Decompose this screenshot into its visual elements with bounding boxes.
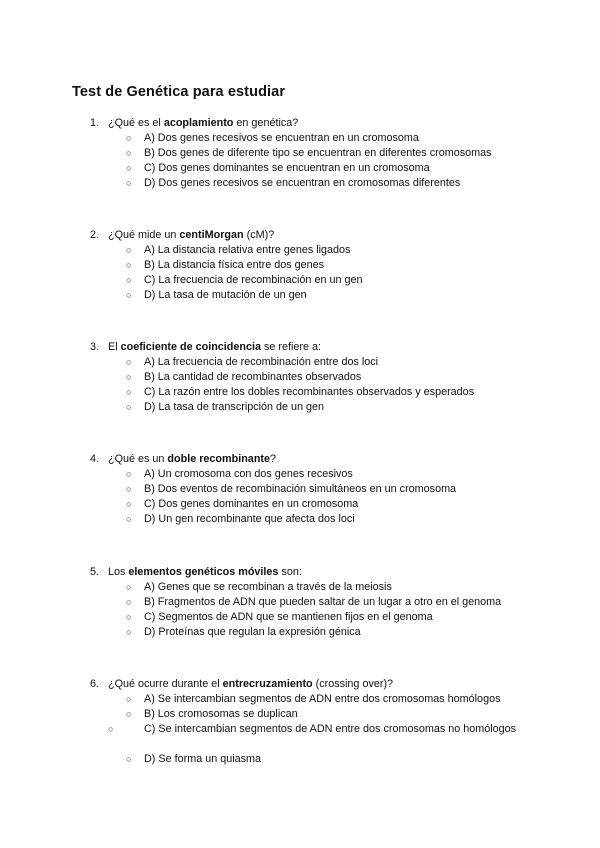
option-text: B) La distancia física entre dos genes [144, 259, 325, 271]
bullet-circle-icon: ○ [126, 514, 132, 524]
bullet-circle-icon: ○ [126, 275, 132, 285]
option-text: D) La tasa de mutación de un gen [144, 289, 307, 301]
bullet-circle-icon: ○ [126, 627, 132, 637]
option-a [126, 581, 392, 594]
option-text: C) La frecuencia de recombinación en un gen [144, 274, 363, 286]
bullet-circle-icon: ○ [126, 133, 132, 143]
option-text: B) La cantidad de recombinantes observados [144, 371, 362, 383]
bullet-circle-icon: ○ [126, 694, 132, 704]
option-c [126, 274, 362, 287]
option-c [108, 723, 544, 736]
option-text: A) La distancia relativa entre genes ligados [144, 244, 351, 256]
option-text: D) Se forma un quiasma [144, 753, 262, 765]
bullet-circle-icon: ○ [126, 372, 132, 382]
bullet-circle-icon: ○ [126, 612, 132, 622]
question-prefix: Los [108, 566, 129, 578]
option-b [126, 596, 501, 609]
option-text: C) Dos genes dominantes en un cromosoma [144, 498, 359, 510]
option-c [126, 386, 474, 399]
question-number: 6. [90, 678, 100, 690]
option-text: A) Se intercambian segmentos de ADN entre dos cromosomas homólogos [144, 693, 501, 705]
option-a [126, 468, 353, 481]
option-b [126, 371, 361, 384]
option-a [126, 244, 350, 257]
option-d [126, 289, 307, 302]
option-b [126, 147, 492, 160]
question-suffix: en genética? [233, 117, 299, 129]
option-text: B) Los cromosomas se duplican [144, 708, 298, 720]
bullet-circle-icon: ○ [126, 387, 132, 397]
question-number: 4. [90, 453, 100, 465]
question-prefix: ¿Qué ocurre durante el [108, 678, 223, 690]
bullet-circle-icon: ○ [126, 709, 132, 719]
bullet-circle-icon: ○ [126, 260, 132, 270]
option-c [126, 611, 433, 624]
question-suffix: son: [278, 566, 302, 578]
question-text [90, 453, 276, 465]
bullet-circle-icon: ○ [126, 178, 132, 188]
question-text [90, 566, 302, 578]
bullet-circle-icon: ○ [126, 484, 132, 494]
option-d [126, 753, 261, 766]
option-text: A) Dos genes recesivos se encuentran en un cromosoma [144, 132, 419, 144]
option-text: C) Dos genes dominantes se encuentran en un cromosoma [144, 162, 430, 174]
bullet-circle-icon: ○ [126, 290, 132, 300]
option-a [126, 693, 500, 706]
question-suffix: (crossing over)? [312, 678, 394, 690]
question-prefix: El [108, 341, 121, 353]
option-d [126, 626, 361, 639]
question-text [90, 341, 321, 353]
question-text [90, 678, 393, 690]
option-text: D) Proteínas que regulan la expresión génica [144, 626, 361, 638]
question-keyword: acoplamiento [163, 117, 234, 129]
option-d [126, 401, 324, 414]
option-c [126, 498, 358, 511]
option-text: D) Un gen recombinante que afecta dos loci [144, 513, 355, 525]
option-d [126, 177, 460, 190]
question-keyword: elementos genéticos móviles [128, 566, 279, 578]
question-number: 5. [90, 566, 100, 578]
option-text: B) Dos genes de diferente tipo se encuentran en diferentes cromosomas [144, 147, 492, 159]
option-a [126, 132, 419, 145]
option-text: C) Se intercambian segmentos de ADN entre dos cromosomas no homólogos [144, 723, 517, 735]
option-a [126, 356, 378, 369]
question-suffix: (cM)? [243, 229, 275, 241]
question-number: 2. [90, 229, 100, 241]
bullet-circle-icon: ○ [126, 582, 132, 592]
question-prefix: ¿Qué es el [108, 117, 164, 129]
bullet-circle-icon: ○ [126, 148, 132, 158]
question-keyword: centiMorgan [179, 229, 244, 241]
option-c [126, 162, 430, 175]
question-number: 3. [90, 341, 100, 353]
bullet-circle-icon: ○ [108, 724, 114, 734]
option-b [126, 708, 298, 721]
option-text: A) Un cromosoma con dos genes recesivos [144, 468, 353, 480]
option-text: B) Dos eventos de recombinación simultáneos en un cromosoma [144, 483, 457, 495]
option-text: D) La tasa de transcripción de un gen [144, 401, 325, 413]
option-text: D) Dos genes recesivos se encuentran en cromosomas diferentes [144, 177, 461, 189]
bullet-circle-icon: ○ [126, 499, 132, 509]
option-text: B) Fragmentos de ADN que pueden saltar de un lugar a otro en el genoma [144, 596, 502, 608]
bullet-circle-icon: ○ [126, 469, 132, 479]
bullet-circle-icon: ○ [126, 754, 132, 764]
question-keyword: doble recombinante [167, 453, 271, 465]
option-b [126, 259, 324, 272]
question-text [90, 117, 298, 129]
question-text [90, 229, 274, 241]
option-b [126, 483, 456, 496]
question-keyword: entrecruzamiento [222, 678, 313, 690]
bullet-circle-icon: ○ [126, 597, 132, 607]
option-d [126, 513, 355, 526]
question-number: 1. [90, 117, 100, 129]
question-suffix: se refiere a: [261, 341, 322, 353]
question-suffix: ? [270, 453, 277, 465]
bullet-circle-icon: ○ [126, 357, 132, 367]
question-prefix: ¿Qué mide un [108, 229, 180, 241]
bullet-circle-icon: ○ [126, 163, 132, 173]
bullet-circle-icon: ○ [126, 245, 132, 255]
document-title: Test de Genética para estudiar [72, 84, 286, 100]
option-text: A) La frecuencia de recombinación entre dos loci [144, 356, 379, 368]
option-text: A) Genes que se recombinan a través de la meiosis [144, 581, 392, 593]
question-prefix: ¿Qué es un [108, 453, 168, 465]
option-text: C) Segmentos de ADN que se mantienen fijos en el genoma [144, 611, 433, 623]
bullet-circle-icon: ○ [126, 402, 132, 412]
question-keyword: coeficiente de coincidencia [120, 341, 262, 353]
option-text: C) La razón entre los dobles recombinantes observados y esperados [144, 386, 475, 398]
